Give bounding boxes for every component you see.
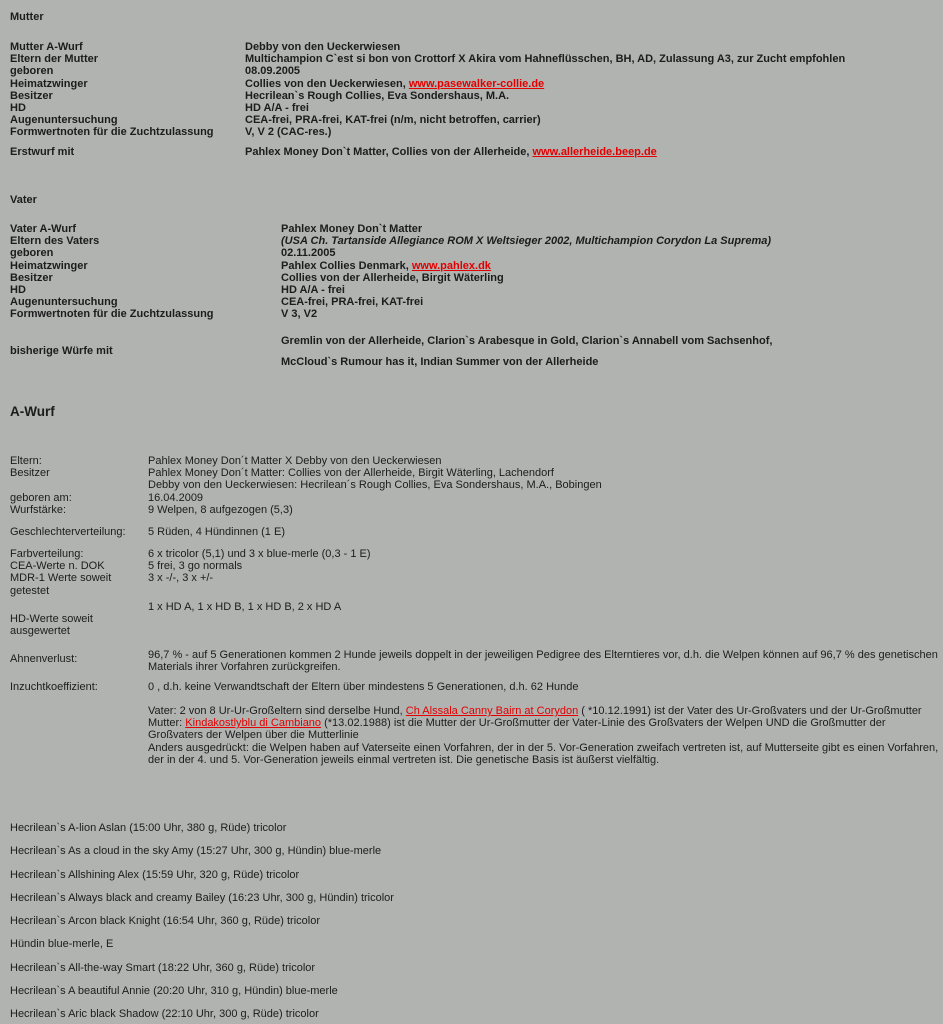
vater-heading: Vater	[10, 194, 37, 206]
inzucht-row	[10, 681, 940, 693]
table-row	[10, 65, 938, 77]
field-label: Erstwurf mit	[10, 146, 75, 158]
field-label: getestet	[10, 584, 50, 597]
table-row	[10, 296, 938, 308]
field-value: 16.04.2009	[148, 491, 204, 504]
table-row	[10, 41, 938, 53]
table-row	[10, 467, 938, 479]
field-value: 6 x tricolor (5,1) und 3 x blue-merle (0,3 - 1 E)	[148, 548, 371, 560]
field-value: 08.09.2005	[245, 65, 301, 78]
field-value: Pahlex Money Don´t Matter X Debby von den Ueckerwiesen	[148, 455, 442, 467]
puppy-list	[10, 817, 394, 1024]
field-label: CEA-Werte n. DOK	[10, 560, 105, 573]
kindakostlyblu-link[interactable]: Kindakostlyblu di Cambiano	[185, 717, 322, 730]
field-value: Pahlex Money Don`t Matter	[281, 223, 423, 235]
hd-werte-value: 1 x HD A, 1 x HD B, 1 x HD B, 2 x HD A	[148, 601, 342, 613]
table-row	[10, 560, 938, 572]
field-value: Multichampion C`est si bon von Crottorf X Akira vom Hahneflüsschen, BH, AD, Zulassung A3, zur Zucht empfohlen	[245, 53, 846, 66]
field-value: 3 x -/-, 3 x +/-	[148, 572, 214, 585]
table-row	[10, 284, 938, 296]
field-value: CEA-frei, PRA-frei, KAT-frei	[281, 296, 424, 309]
erstwurf-row	[10, 146, 938, 158]
table-row	[10, 90, 938, 102]
field-label: Ahnenverlust:	[10, 653, 78, 665]
field-value: 5 frei, 3 go normals	[148, 560, 243, 573]
field-label: HD	[10, 102, 26, 115]
mutter-heading: Mutter	[10, 11, 44, 23]
field-value: 02.11.2005	[281, 247, 336, 260]
detail-mutter-prefix: Mutter:	[148, 717, 186, 730]
field-value: Collies von der Allerheide, Birgit Wäterling	[281, 271, 504, 284]
mutter-table	[10, 41, 938, 139]
table-row	[10, 455, 938, 467]
field-value: HD A/A - frei	[245, 102, 309, 115]
field-value-text: Collies von den Ueckerwiesen,	[245, 77, 409, 90]
awurf-heading: A-Wurf	[10, 404, 55, 419]
hd-werte-label	[10, 613, 93, 637]
field-label: geboren	[10, 247, 54, 260]
puppy-list-item: Hecrilean`s A beautiful Annie (20:20 Uhr, 310 g, Hündin) blue-merle	[10, 985, 338, 998]
table-row	[10, 223, 938, 235]
table-row	[10, 548, 938, 560]
vater-table	[10, 223, 938, 321]
farb-table	[10, 548, 938, 597]
field-label: geboren am:	[10, 491, 72, 504]
field-value-text: Pahlex Collies Denmark,	[281, 259, 412, 272]
table-row	[10, 260, 938, 272]
field-label: geboren	[10, 65, 54, 78]
table-row	[10, 102, 938, 114]
ahnenverlust-row	[10, 649, 940, 673]
field-value: HD A/A - frei	[281, 284, 345, 297]
canny-bairn-link[interactable]: Ch Alssala Canny Bairn at Corydon	[405, 705, 579, 717]
table-row	[10, 114, 938, 126]
field-value: CEA-frei, PRA-frei, KAT-frei (n/m, nicht betroffen, carrier)	[245, 114, 541, 127]
puppy-list-item: Hecrilean`s All-the-way Smart (18:22 Uhr, 360 g, Rüde) tricolor	[10, 961, 316, 974]
field-value-text: Pahlex Money Don`t Matter, Collies von der Allerheide,	[245, 146, 533, 158]
field-label: Eltern:	[10, 455, 42, 467]
field-label: Eltern des Vaters	[10, 235, 100, 248]
field-value: Debby von den Ueckerwiesen: Hecrilean´s Rough Collies, Eva Sondershaus, M.A., Bobingen	[148, 479, 602, 492]
field-label: Heimatzwinger	[10, 77, 88, 90]
field-label: Mutter A-Wurf	[10, 41, 83, 53]
table-row	[10, 504, 938, 516]
field-label: Besitzer	[10, 271, 53, 284]
field-label: Geschlechterverteilung:	[10, 526, 126, 538]
bisherige-wuerfe-label: bisherige Würfe mit	[10, 345, 113, 357]
field-value	[281, 260, 938, 272]
field-label: Formwertnoten für die Zuchtzulassung	[10, 308, 214, 321]
awurf-eltern-table	[10, 455, 938, 516]
field-value: Hecrilean`s Rough Collies, Eva Sondershaus, M.A.	[245, 89, 510, 102]
field-label: Heimatzwinger	[10, 259, 88, 272]
pasewalker-collie-link[interactable]: www.pasewalker-collie.de	[408, 77, 545, 90]
detail-vater-prefix: Vater: 2 von 8 Ur-Ur-Großeltern sind derselbe Hund,	[148, 705, 406, 717]
field-value	[245, 78, 938, 90]
field-label: HD	[10, 284, 26, 297]
table-row	[10, 78, 938, 90]
field-label: Formwertnoten für die Zuchtzulassung	[10, 126, 214, 139]
table-row	[10, 247, 938, 259]
field-value	[245, 146, 938, 158]
table-row	[10, 235, 938, 247]
field-label: Augenuntersuchung	[10, 114, 118, 127]
field-value: 5 Rüden, 4 Hündinnen (1 E)	[148, 526, 285, 538]
puppy-list-item: Hecrilean`s As a cloud in the sky Amy (15:27 Uhr, 300 g, Hündin) blue-merle	[10, 845, 382, 858]
table-row	[10, 585, 938, 597]
field-label: Besitzer	[10, 467, 50, 480]
puppy-list-item: Hündin blue-merle, E	[10, 938, 114, 951]
puppy-list-item: Hecrilean`s Arcon black Knight (16:54 Uhr, 360 g, Rüde) tricolor	[10, 915, 320, 928]
puppy-list-item: Hecrilean`s Allshining Alex (15:59 Uhr, 320 g, Rüde) tricolor	[10, 868, 300, 881]
field-value: Debby von den Ueckerwiesen	[245, 41, 401, 53]
field-label: Augenuntersuchung	[10, 296, 118, 309]
puppy-list-item: Hecrilean`s Aric black Shadow (22:10 Uhr, 300 g, Rüde) tricolor	[10, 1008, 319, 1021]
field-label: Inzuchtkoeffizient:	[10, 681, 98, 693]
hd-werte-label-line1: HD-Werte soweit	[10, 613, 93, 625]
detail-anders: Anders ausgedrückt: die Welpen haben auf Vaterseite einen Vorfahren, der in der 5. Vor-Generation zweifach vertreten ist, auf Mutterseite gibt es einen Vorfahren, der in der 4. und 5. Vor-Generation jeweils einmal vertreten ist. Die genetische Basis ist äußerst vielfältig.	[148, 741, 939, 766]
table-row	[10, 308, 938, 320]
field-value: V, V 2 (CAC-res.)	[245, 126, 332, 139]
detail-mutter-suffix: (*13.02.1988) ist die Mutter der Ur-Großmutter der Vater-Linie des Großvaters der Welpen UND die Großmutter der Großvaters der Welpen über die Mutterlinie	[148, 717, 886, 742]
field-label: MDR-1 Werte soweit	[10, 572, 112, 585]
table-row	[10, 492, 938, 504]
table-row	[10, 53, 938, 65]
field-value: (USA Ch. Tartanside Allegiance ROM X Weltsieger 2002, Multichampion Corydon La Suprema)	[281, 235, 772, 248]
geschlecht-row	[10, 526, 938, 538]
field-value: 96,7 % - auf 5 Generationen kommen 2 Hunde jeweils doppelt in der jeweiligen Pedigree des Elterntieres vor, d.h. die Welpen können auf 96,7 % des genetischen Materials ihrer Vorfahren zurückgreifen.	[148, 649, 938, 674]
bisherige-wuerfe-line1: Gremlin von der Allerheide, Clarion`s Arabesque in Gold, Clarion`s Annabell vom Sachsenhof,	[281, 335, 773, 347]
field-value: 0 , d.h. keine Verwandtschaft der Eltern über mindestens 5 Generationen, d.h. 62 Hunde	[148, 681, 579, 693]
bisherige-wuerfe-line2: McCloud`s Rumour has it, Indian Summer von der Allerheide	[281, 356, 599, 368]
pahlex-link[interactable]: www.pahlex.dk	[411, 259, 491, 272]
detail-vater-suffix: ( *10.12.1991) ist der Vater des Ur-Großvaters und der Ur-Großmutter	[578, 705, 922, 717]
field-label: Wurfstärke:	[10, 503, 67, 516]
puppy-list-item: Hecrilean`s Always black and creamy Bailey (16:23 Uhr, 300 g, Hündin) tricolor	[10, 891, 394, 904]
table-row	[10, 479, 938, 491]
hd-werte-label-line2: ausgewertet	[10, 625, 70, 638]
puppy-list-item: Hecrilean`s A-lion Aslan (15:00 Uhr, 380 g, Rüde) tricolor	[10, 822, 287, 834]
field-label: Farbverteilung:	[10, 548, 84, 560]
inzucht-detail	[148, 705, 940, 766]
field-value: 9 Welpen, 8 aufgezogen (5,3)	[148, 503, 293, 516]
table-row	[10, 126, 938, 138]
table-row	[10, 572, 938, 584]
field-label: Vater A-Wurf	[10, 223, 77, 235]
field-label: Eltern der Mutter	[10, 53, 99, 66]
field-value: Pahlex Money Don´t Matter: Collies von der Allerheide, Birgit Wäterling, Lachendorf	[148, 467, 554, 480]
table-row	[10, 272, 938, 284]
field-label: Besitzer	[10, 89, 53, 102]
field-value: V 3, V2	[281, 308, 318, 321]
allerheide-link[interactable]: www.allerheide.beep.de	[532, 146, 657, 158]
